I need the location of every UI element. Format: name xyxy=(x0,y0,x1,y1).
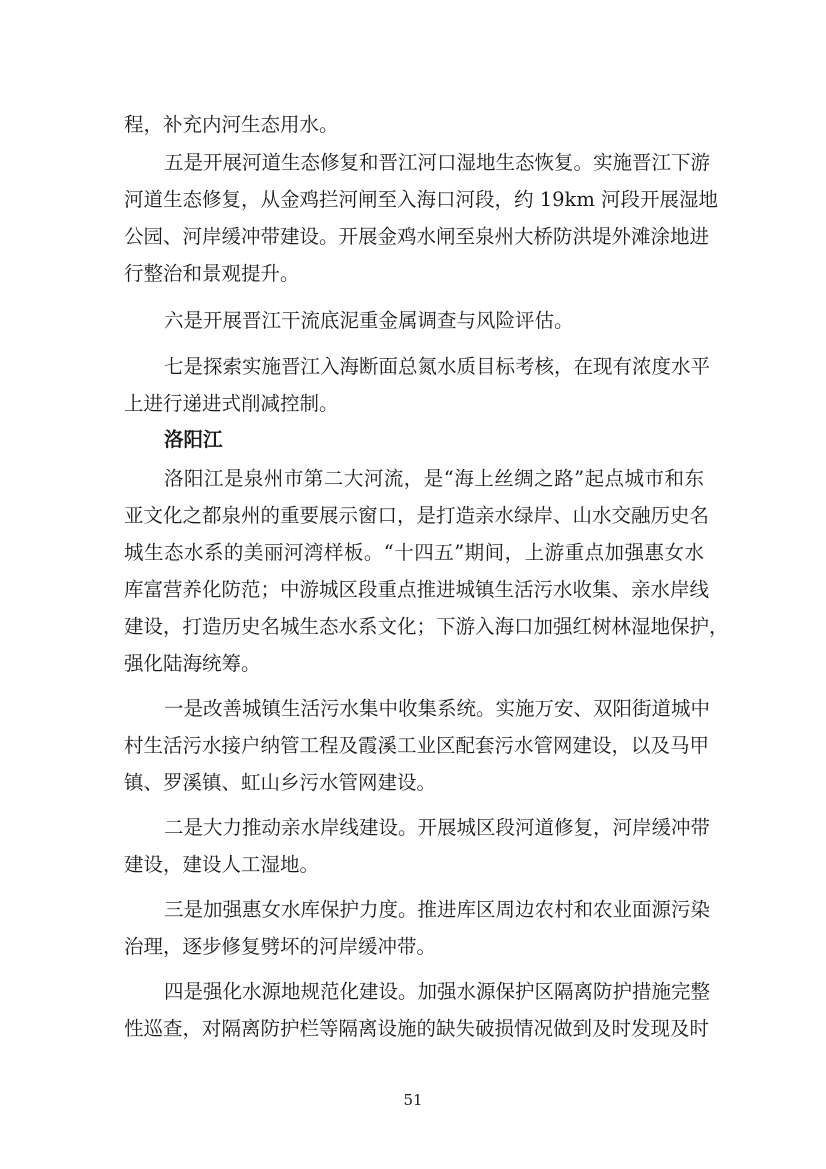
text-line: 河道生态修复，从金鸡拦河闸至入海口河段，约 19km 河段开展湿地 xyxy=(124,188,719,211)
text-line: 五是开展河道生态修复和晋江河口湿地生态恢复。实施晋江下游 xyxy=(164,151,711,174)
text-line: 村生活污水接户纳管工程及霞溪工业区配套污水管网建设，以及马甲 xyxy=(124,734,710,757)
text-line: 行整治和景观提升。 xyxy=(124,262,300,285)
text-line: 性巡查，对隔离防护栏等隔离设施的缺失破损情况做到及时发现及时 xyxy=(124,1017,710,1040)
text-line: 城生态水系的美丽河湾样板。“十四五”期间，上游重点加强惠女水 xyxy=(124,541,704,564)
text-line: 建设，打造历史名城生态水系文化；下游入海口加强红树林湿地保护， xyxy=(124,615,729,638)
text-line: 镇、罗溪镇、虹山乡污水管网建设。 xyxy=(124,771,437,794)
text-line: 六是开展晋江干流底泥重金属调查与风险评估。 xyxy=(164,309,574,332)
text-line: 一是改善城镇生活污水集中收集系统。实施万安、双阳街道城中 xyxy=(164,697,711,720)
text-line: 建设，建设人工湿地。 xyxy=(124,853,320,876)
text-line: 二是大力推动亲水岸线建设。开展城区段河道修复，河岸缓冲带 xyxy=(164,816,711,839)
text-line: 治理，逐步修复劈坏的河岸缓冲带。 xyxy=(124,935,437,958)
section-heading: 洛阳江 xyxy=(164,428,223,451)
text-line: 七是探索实施晋江入海断面总氮水质目标考核，在现有浓度水平 xyxy=(164,355,711,378)
text-line: 三是加强惠女水库保护力度。推进库区周边农村和农业面源污染 xyxy=(164,898,711,921)
text-line: 四是强化水源地规范化建设。加强水源保护区隔离防护措施完整 xyxy=(164,980,711,1003)
text-line: 洛阳江是泉州市第二大河流，是“海上丝绸之路”起点城市和东 xyxy=(164,467,704,490)
text-line: 库富营养化防范；中游城区段重点推进城镇生活污水收集、亲水岸线 xyxy=(124,578,710,601)
text-line: 公园、河岸缓冲带建设。开展金鸡水闸至泉州大桥防洪堤外滩涂地进 xyxy=(124,225,710,248)
text-line: 亚文化之都泉州的重要展示窗口，是打造亲水绿岸、山水交融历史名 xyxy=(124,504,710,527)
page-number: 51 xyxy=(403,1091,423,1109)
text-line: 程，补充内河生态用水。 xyxy=(124,113,339,136)
text-line: 强化陆海统筹。 xyxy=(124,652,261,675)
text-line: 上进行递进式削减控制。 xyxy=(124,392,339,415)
